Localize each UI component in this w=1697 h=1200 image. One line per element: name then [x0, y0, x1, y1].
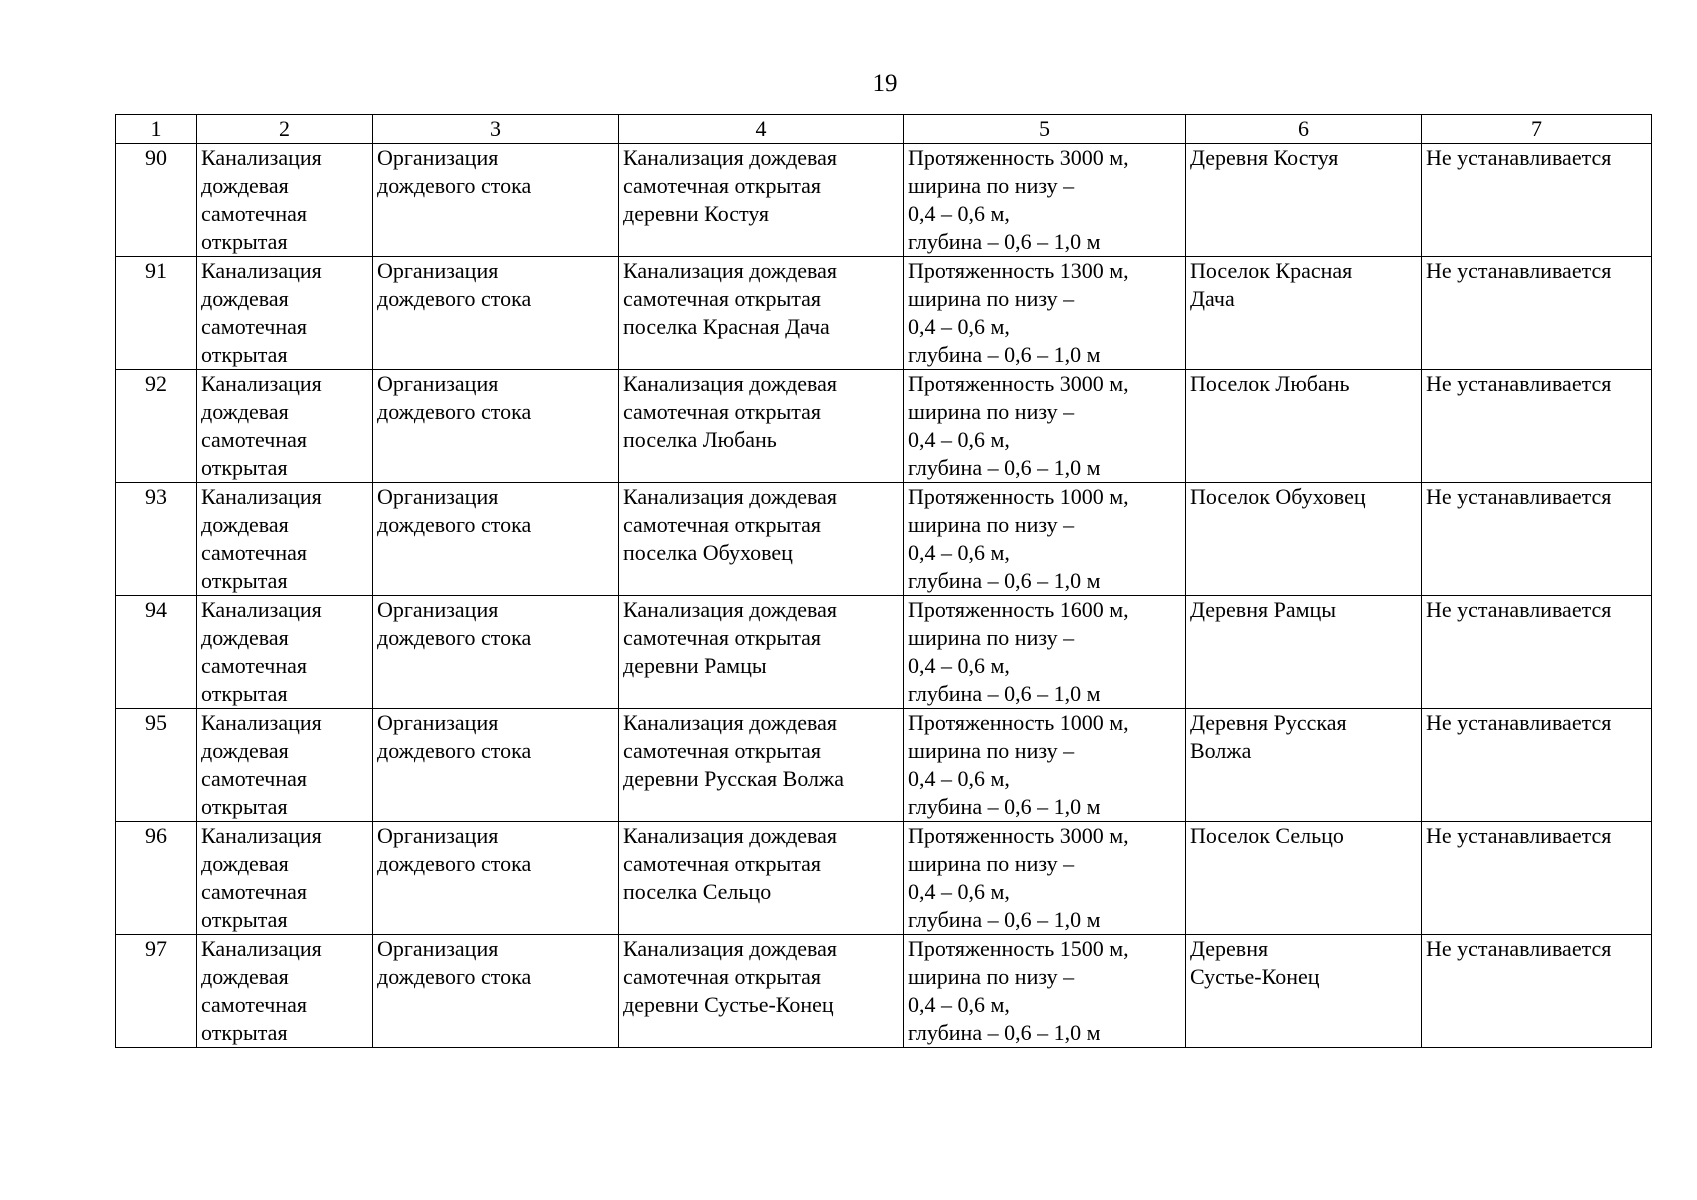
facility-zone: Не устанавливается: [1422, 144, 1652, 257]
facility-zone: Не устанавливается: [1422, 370, 1652, 483]
table-row: [116, 822, 1652, 935]
facility-purpose: Организация дождевого стока: [373, 935, 619, 1048]
row-number: 94: [116, 596, 197, 709]
facility-name: Канализация дождевая самотечная открытая поселка Любань: [619, 370, 904, 483]
table-row: [116, 483, 1652, 596]
facility-characteristics: Протяженность 3000 м, ширина по низу – 0,4 – 0,6 м, глубина – 0,6 – 1,0 м: [904, 822, 1186, 935]
table-row: [116, 257, 1652, 370]
facility-type: Канализация дождевая самотечная открытая: [197, 370, 373, 483]
facility-zone: Не устанавливается: [1422, 935, 1652, 1048]
facility-location: Деревня Костуя: [1186, 144, 1422, 257]
facility-zone: Не устанавливается: [1422, 483, 1652, 596]
facility-location: Деревня Русская Волжа: [1186, 709, 1422, 822]
facility-type: Канализация дождевая самотечная открытая: [197, 935, 373, 1048]
table-row: [116, 935, 1652, 1048]
facilities-table: [115, 114, 1652, 1048]
facility-zone: Не устанавливается: [1422, 822, 1652, 935]
facility-type: Канализация дождевая самотечная открытая: [197, 596, 373, 709]
facility-location: Поселок Любань: [1186, 370, 1422, 483]
facility-zone: Не устанавливается: [1422, 596, 1652, 709]
table-row: [116, 370, 1652, 483]
facility-name: Канализация дождевая самотечная открытая деревни Сустье-Конец: [619, 935, 904, 1048]
column-number-row: [116, 115, 1652, 144]
row-number: 96: [116, 822, 197, 935]
row-number: 97: [116, 935, 197, 1048]
row-number: 93: [116, 483, 197, 596]
column-number: 6: [1186, 115, 1422, 144]
facility-characteristics: Протяженность 1300 м, ширина по низу – 0,4 – 0,6 м, глубина – 0,6 – 1,0 м: [904, 257, 1186, 370]
facility-purpose: Организация дождевого стока: [373, 709, 619, 822]
facility-type: Канализация дождевая самотечная открытая: [197, 822, 373, 935]
facility-characteristics: Протяженность 1600 м, ширина по низу – 0,4 – 0,6 м, глубина – 0,6 – 1,0 м: [904, 596, 1186, 709]
facility-name: Канализация дождевая самотечная открытая поселка Красная Дача: [619, 257, 904, 370]
facility-location: Поселок Обуховец: [1186, 483, 1422, 596]
facility-location: Поселок Сельцо: [1186, 822, 1422, 935]
row-number: 92: [116, 370, 197, 483]
facility-zone: Не устанавливается: [1422, 709, 1652, 822]
facility-name: Канализация дождевая самотечная открытая деревни Рамцы: [619, 596, 904, 709]
facility-type: Канализация дождевая самотечная открытая: [197, 144, 373, 257]
facility-name: Канализация дождевая самотечная открытая деревни Костуя: [619, 144, 904, 257]
column-number: 4: [619, 115, 904, 144]
facility-location: Поселок Красная Дача: [1186, 257, 1422, 370]
facility-characteristics: Протяженность 1500 м, ширина по низу – 0,4 – 0,6 м, глубина – 0,6 – 1,0 м: [904, 935, 1186, 1048]
facility-purpose: Организация дождевого стока: [373, 822, 619, 935]
page-number: 19: [872, 70, 898, 97]
facility-type: Канализация дождевая самотечная открытая: [197, 709, 373, 822]
facility-location: Деревня Сустье-Конец: [1186, 935, 1422, 1048]
facility-zone: Не устанавливается: [1422, 257, 1652, 370]
table-row: [116, 709, 1652, 822]
column-number: 7: [1422, 115, 1652, 144]
facility-purpose: Организация дождевого стока: [373, 596, 619, 709]
facility-purpose: Организация дождевого стока: [373, 370, 619, 483]
facility-name: Канализация дождевая самотечная открытая поселка Сельцо: [619, 822, 904, 935]
column-number: 5: [904, 115, 1186, 144]
facility-location: Деревня Рамцы: [1186, 596, 1422, 709]
column-number: 2: [197, 115, 373, 144]
column-number: 1: [116, 115, 197, 144]
facility-characteristics: Протяженность 1000 м, ширина по низу – 0,4 – 0,6 м, глубина – 0,6 – 1,0 м: [904, 709, 1186, 822]
facility-purpose: Организация дождевого стока: [373, 483, 619, 596]
facility-characteristics: Протяженность 1000 м, ширина по низу – 0,4 – 0,6 м, глубина – 0,6 – 1,0 м: [904, 483, 1186, 596]
facility-name: Канализация дождевая самотечная открытая поселка Обуховец: [619, 483, 904, 596]
facility-characteristics: Протяженность 3000 м, ширина по низу – 0,4 – 0,6 м, глубина – 0,6 – 1,0 м: [904, 370, 1186, 483]
row-number: 91: [116, 257, 197, 370]
column-number: 3: [373, 115, 619, 144]
facility-type: Канализация дождевая самотечная открытая: [197, 257, 373, 370]
table-row: [116, 144, 1652, 257]
facility-purpose: Организация дождевого стока: [373, 257, 619, 370]
facility-characteristics: Протяженность 3000 м, ширина по низу – 0,4 – 0,6 м, глубина – 0,6 – 1,0 м: [904, 144, 1186, 257]
facility-name: Канализация дождевая самотечная открытая деревни Русская Волжа: [619, 709, 904, 822]
row-number: 90: [116, 144, 197, 257]
table-row: [116, 596, 1652, 709]
facility-purpose: Организация дождевого стока: [373, 144, 619, 257]
row-number: 95: [116, 709, 197, 822]
facility-type: Канализация дождевая самотечная открытая: [197, 483, 373, 596]
